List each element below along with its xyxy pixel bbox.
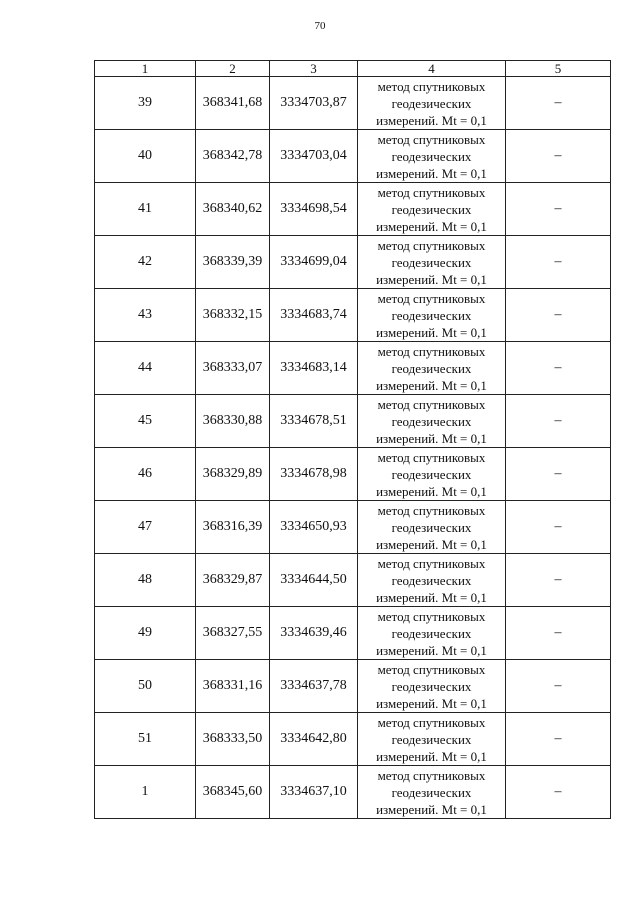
- note-cell: –: [506, 130, 611, 183]
- x-coordinate-cell: 368345,60: [196, 766, 270, 819]
- table-row: [95, 289, 611, 342]
- x-coordinate-cell: 368333,50: [196, 713, 270, 766]
- table-row: [95, 448, 611, 501]
- point-number-cell: 44: [95, 342, 196, 395]
- table-row: [95, 342, 611, 395]
- point-number-cell: 1: [95, 766, 196, 819]
- table-row: [95, 77, 611, 130]
- y-coordinate-cell: 3334639,46: [270, 607, 358, 660]
- note-cell: –: [506, 554, 611, 607]
- method-cell: метод спутниковых геодезических измерений. Mt = 0,1: [358, 448, 506, 501]
- y-coordinate-cell: 3334703,04: [270, 130, 358, 183]
- y-coordinate-cell: 3334644,50: [270, 554, 358, 607]
- column-header-2: 2: [196, 61, 270, 77]
- point-number-cell: 46: [95, 448, 196, 501]
- table-row: [95, 501, 611, 554]
- x-coordinate-cell: 368341,68: [196, 77, 270, 130]
- table-row: [95, 607, 611, 660]
- y-coordinate-cell: 3334703,87: [270, 77, 358, 130]
- x-coordinate-cell: 368329,87: [196, 554, 270, 607]
- y-coordinate-cell: 3334642,80: [270, 713, 358, 766]
- point-number-cell: 51: [95, 713, 196, 766]
- table-row: [95, 554, 611, 607]
- point-number-cell: 45: [95, 395, 196, 448]
- column-header-1: 1: [95, 61, 196, 77]
- note-cell: –: [506, 342, 611, 395]
- note-cell: –: [506, 501, 611, 554]
- column-header-4: 4: [358, 61, 506, 77]
- x-coordinate-cell: 368342,78: [196, 130, 270, 183]
- note-cell: –: [506, 713, 611, 766]
- table-row: [95, 130, 611, 183]
- method-cell: метод спутниковых геодезических измерений. Mt = 0,1: [358, 607, 506, 660]
- x-coordinate-cell: 368329,89: [196, 448, 270, 501]
- y-coordinate-cell: 3334650,93: [270, 501, 358, 554]
- method-cell: метод спутниковых геодезических измерений. Mt = 0,1: [358, 395, 506, 448]
- method-cell: метод спутниковых геодезических измерений. Mt = 0,1: [358, 713, 506, 766]
- column-header-5: 5: [506, 61, 611, 77]
- point-number-cell: 47: [95, 501, 196, 554]
- method-cell: метод спутниковых геодезических измерений. Mt = 0,1: [358, 660, 506, 713]
- method-cell: метод спутниковых геодезических измерений. Mt = 0,1: [358, 342, 506, 395]
- header-row: [95, 61, 611, 77]
- y-coordinate-cell: 3334698,54: [270, 183, 358, 236]
- point-number-cell: 49: [95, 607, 196, 660]
- x-coordinate-cell: 368332,15: [196, 289, 270, 342]
- x-coordinate-cell: 368327,55: [196, 607, 270, 660]
- table-row: [95, 236, 611, 289]
- note-cell: –: [506, 448, 611, 501]
- table-row: [95, 766, 611, 819]
- x-coordinate-cell: 368331,16: [196, 660, 270, 713]
- x-coordinate-cell: 368330,88: [196, 395, 270, 448]
- point-number-cell: 43: [95, 289, 196, 342]
- x-coordinate-cell: 368333,07: [196, 342, 270, 395]
- method-cell: метод спутниковых геодезических измерений. Mt = 0,1: [358, 766, 506, 819]
- point-number-cell: 42: [95, 236, 196, 289]
- note-cell: –: [506, 660, 611, 713]
- point-number-cell: 39: [95, 77, 196, 130]
- point-number-cell: 50: [95, 660, 196, 713]
- note-cell: –: [506, 236, 611, 289]
- method-cell: метод спутниковых геодезических измерений. Mt = 0,1: [358, 77, 506, 130]
- y-coordinate-cell: 3334699,04: [270, 236, 358, 289]
- method-cell: метод спутниковых геодезических измерений. Mt = 0,1: [358, 236, 506, 289]
- method-cell: метод спутниковых геодезических измерений. Mt = 0,1: [358, 130, 506, 183]
- x-coordinate-cell: 368339,39: [196, 236, 270, 289]
- note-cell: –: [506, 395, 611, 448]
- method-cell: метод спутниковых геодезических измерений. Mt = 0,1: [358, 554, 506, 607]
- x-coordinate-cell: 368316,39: [196, 501, 270, 554]
- method-cell: метод спутниковых геодезических измерений. Mt = 0,1: [358, 501, 506, 554]
- point-number-cell: 40: [95, 130, 196, 183]
- note-cell: –: [506, 766, 611, 819]
- y-coordinate-cell: 3334678,98: [270, 448, 358, 501]
- y-coordinate-cell: 3334678,51: [270, 395, 358, 448]
- method-cell: метод спутниковых геодезических измерений. Mt = 0,1: [358, 183, 506, 236]
- note-cell: –: [506, 183, 611, 236]
- point-number-cell: 41: [95, 183, 196, 236]
- y-coordinate-cell: 3334683,14: [270, 342, 358, 395]
- table-row: [95, 395, 611, 448]
- coordinates-table: [94, 60, 611, 819]
- method-cell: метод спутниковых геодезических измерений. Mt = 0,1: [358, 289, 506, 342]
- table-row: [95, 713, 611, 766]
- y-coordinate-cell: 3334637,10: [270, 766, 358, 819]
- note-cell: –: [506, 289, 611, 342]
- table-row: [95, 660, 611, 713]
- x-coordinate-cell: 368340,62: [196, 183, 270, 236]
- point-number-cell: 48: [95, 554, 196, 607]
- column-header-3: 3: [270, 61, 358, 77]
- note-cell: –: [506, 607, 611, 660]
- y-coordinate-cell: 3334637,78: [270, 660, 358, 713]
- note-cell: –: [506, 77, 611, 130]
- y-coordinate-cell: 3334683,74: [270, 289, 358, 342]
- page-number: 70: [314, 20, 326, 32]
- table-row: [95, 183, 611, 236]
